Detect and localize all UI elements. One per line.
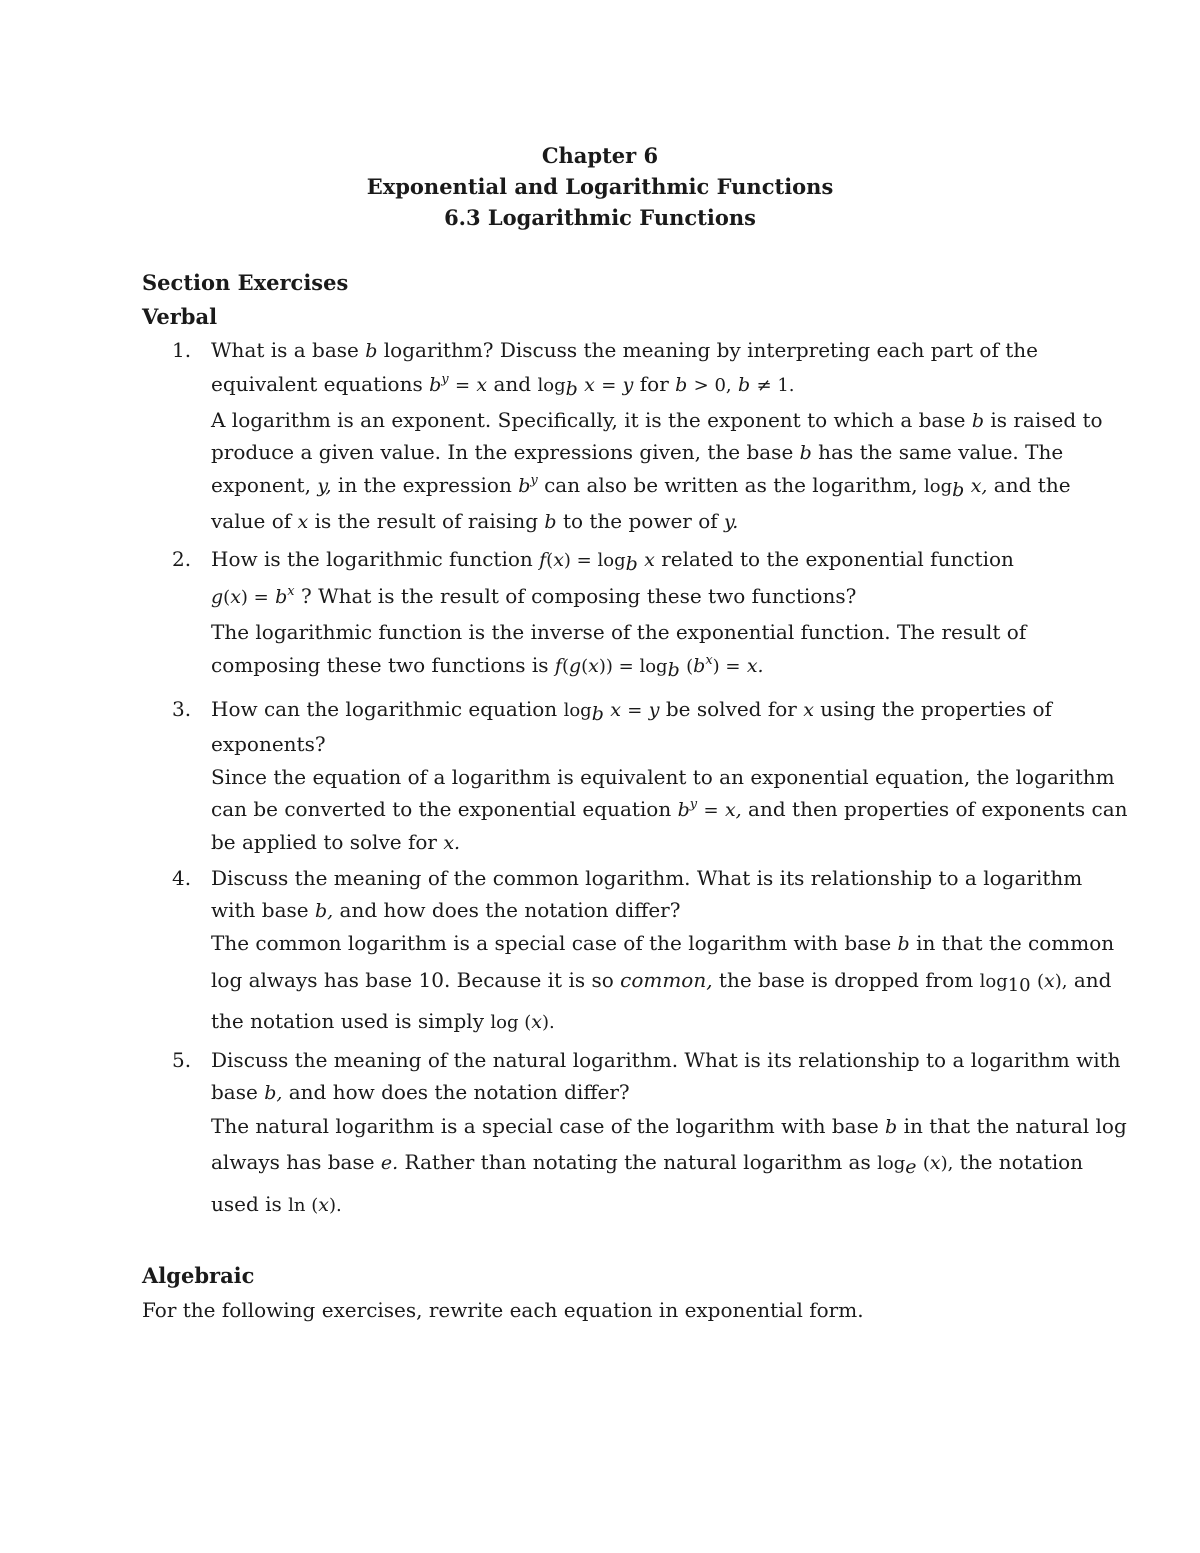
- chapter-title: Exponential and Logarithmic Functions: [366, 174, 834, 199]
- question-text-line: How can the logarithmic equation $\log_b x = y$ be solved for x using the properties of: [211, 697, 1052, 725]
- question-text-line: Discuss the meaning of the natural logarithm. What is its relationship to a logarithm with: [211, 1048, 1121, 1072]
- question-text-line: How is the logarithmic function $f(x) = \log_b x$ related to the exponential function: [211, 547, 1014, 575]
- section-title: 6.3 Logarithmic Functions: [444, 205, 756, 230]
- answer-text-line: Since the equation of a logarithm is equivalent to an exponential equation, the logarithm: [211, 765, 1115, 789]
- answer-text-line: A logarithm is an exponent. Specifically, it is the exponent to which a base b is raised to: [211, 408, 1103, 432]
- question-text-line: exponents?: [211, 732, 326, 756]
- question-number: 1.: [172, 338, 192, 362]
- answer-text-line: The logarithmic function is the inverse of the exponential function. The result of: [211, 620, 1027, 644]
- answer-text-line: always has base e. Rather than notating the natural logarithm as $\log_e (x)$, the notation: [211, 1150, 1084, 1178]
- title-block: [0, 140, 1200, 233]
- answer-text-line: composing these two functions is $f(g(x)) = \log_b (b^x) = x$.: [211, 653, 764, 681]
- answer-text-line: be applied to solve for x.: [211, 830, 461, 854]
- answer-text-line: The common logarithm is a special case of the logarithm with base b in that the common: [211, 931, 1115, 955]
- question-text-line: with base b, and how does the notation differ?: [211, 898, 681, 922]
- question-text-line: base b, and how does the notation differ?: [211, 1080, 630, 1104]
- chapter-label: Chapter 6: [541, 143, 659, 168]
- answer-text-line: used is ln (x).: [211, 1192, 342, 1216]
- question-number: 5.: [172, 1048, 192, 1072]
- answer-text-line: exponent, y, in the expression $b^y$ can also be written as the logarithm, $\log_b x$, and the: [211, 473, 1071, 501]
- answer-text-line: the notation used is simply log (x).: [211, 1009, 555, 1033]
- question-text-line: Discuss the meaning of the common logarithm. What is its relationship to a logarithm: [211, 866, 1083, 890]
- answer-text-line: value of x is the result of raising b to the power of y.: [211, 509, 739, 533]
- question-number: 4.: [172, 866, 192, 890]
- algebraic-heading: Algebraic: [142, 1263, 255, 1288]
- answer-text-line: The natural logarithm is a special case of the logarithm with base b in that the natural log: [211, 1114, 1127, 1138]
- question-text-line: equivalent equations $b^y = x$ and $\log_b x = y$ for b > 0, b ≠ 1.: [211, 372, 795, 400]
- question-number: 2.: [172, 547, 192, 571]
- section-exercises-heading: Section Exercises: [142, 270, 349, 295]
- question-text-line: What is a base b logarithm? Discuss the meaning by interpreting each part of the: [211, 338, 1038, 362]
- answer-text-line: log always has base 10. Because it is so common, the base is dropped from $\log_{10} (x)$, and: [211, 968, 1112, 996]
- question-text-line: $g(x) = b^x$ ? What is the result of composing these two functions?: [211, 584, 857, 608]
- answer-text-line: produce a given value. In the expressions given, the base b has the same value. The: [211, 440, 1064, 464]
- question-number: 3.: [172, 697, 192, 721]
- answer-text-line: can be converted to the exponential equation $b^y = x$, and then properties of exponents can: [211, 797, 1128, 821]
- algebraic-intro: For the following exercises, rewrite each equation in exponential form.: [142, 1298, 864, 1322]
- verbal-heading: Verbal: [142, 304, 218, 329]
